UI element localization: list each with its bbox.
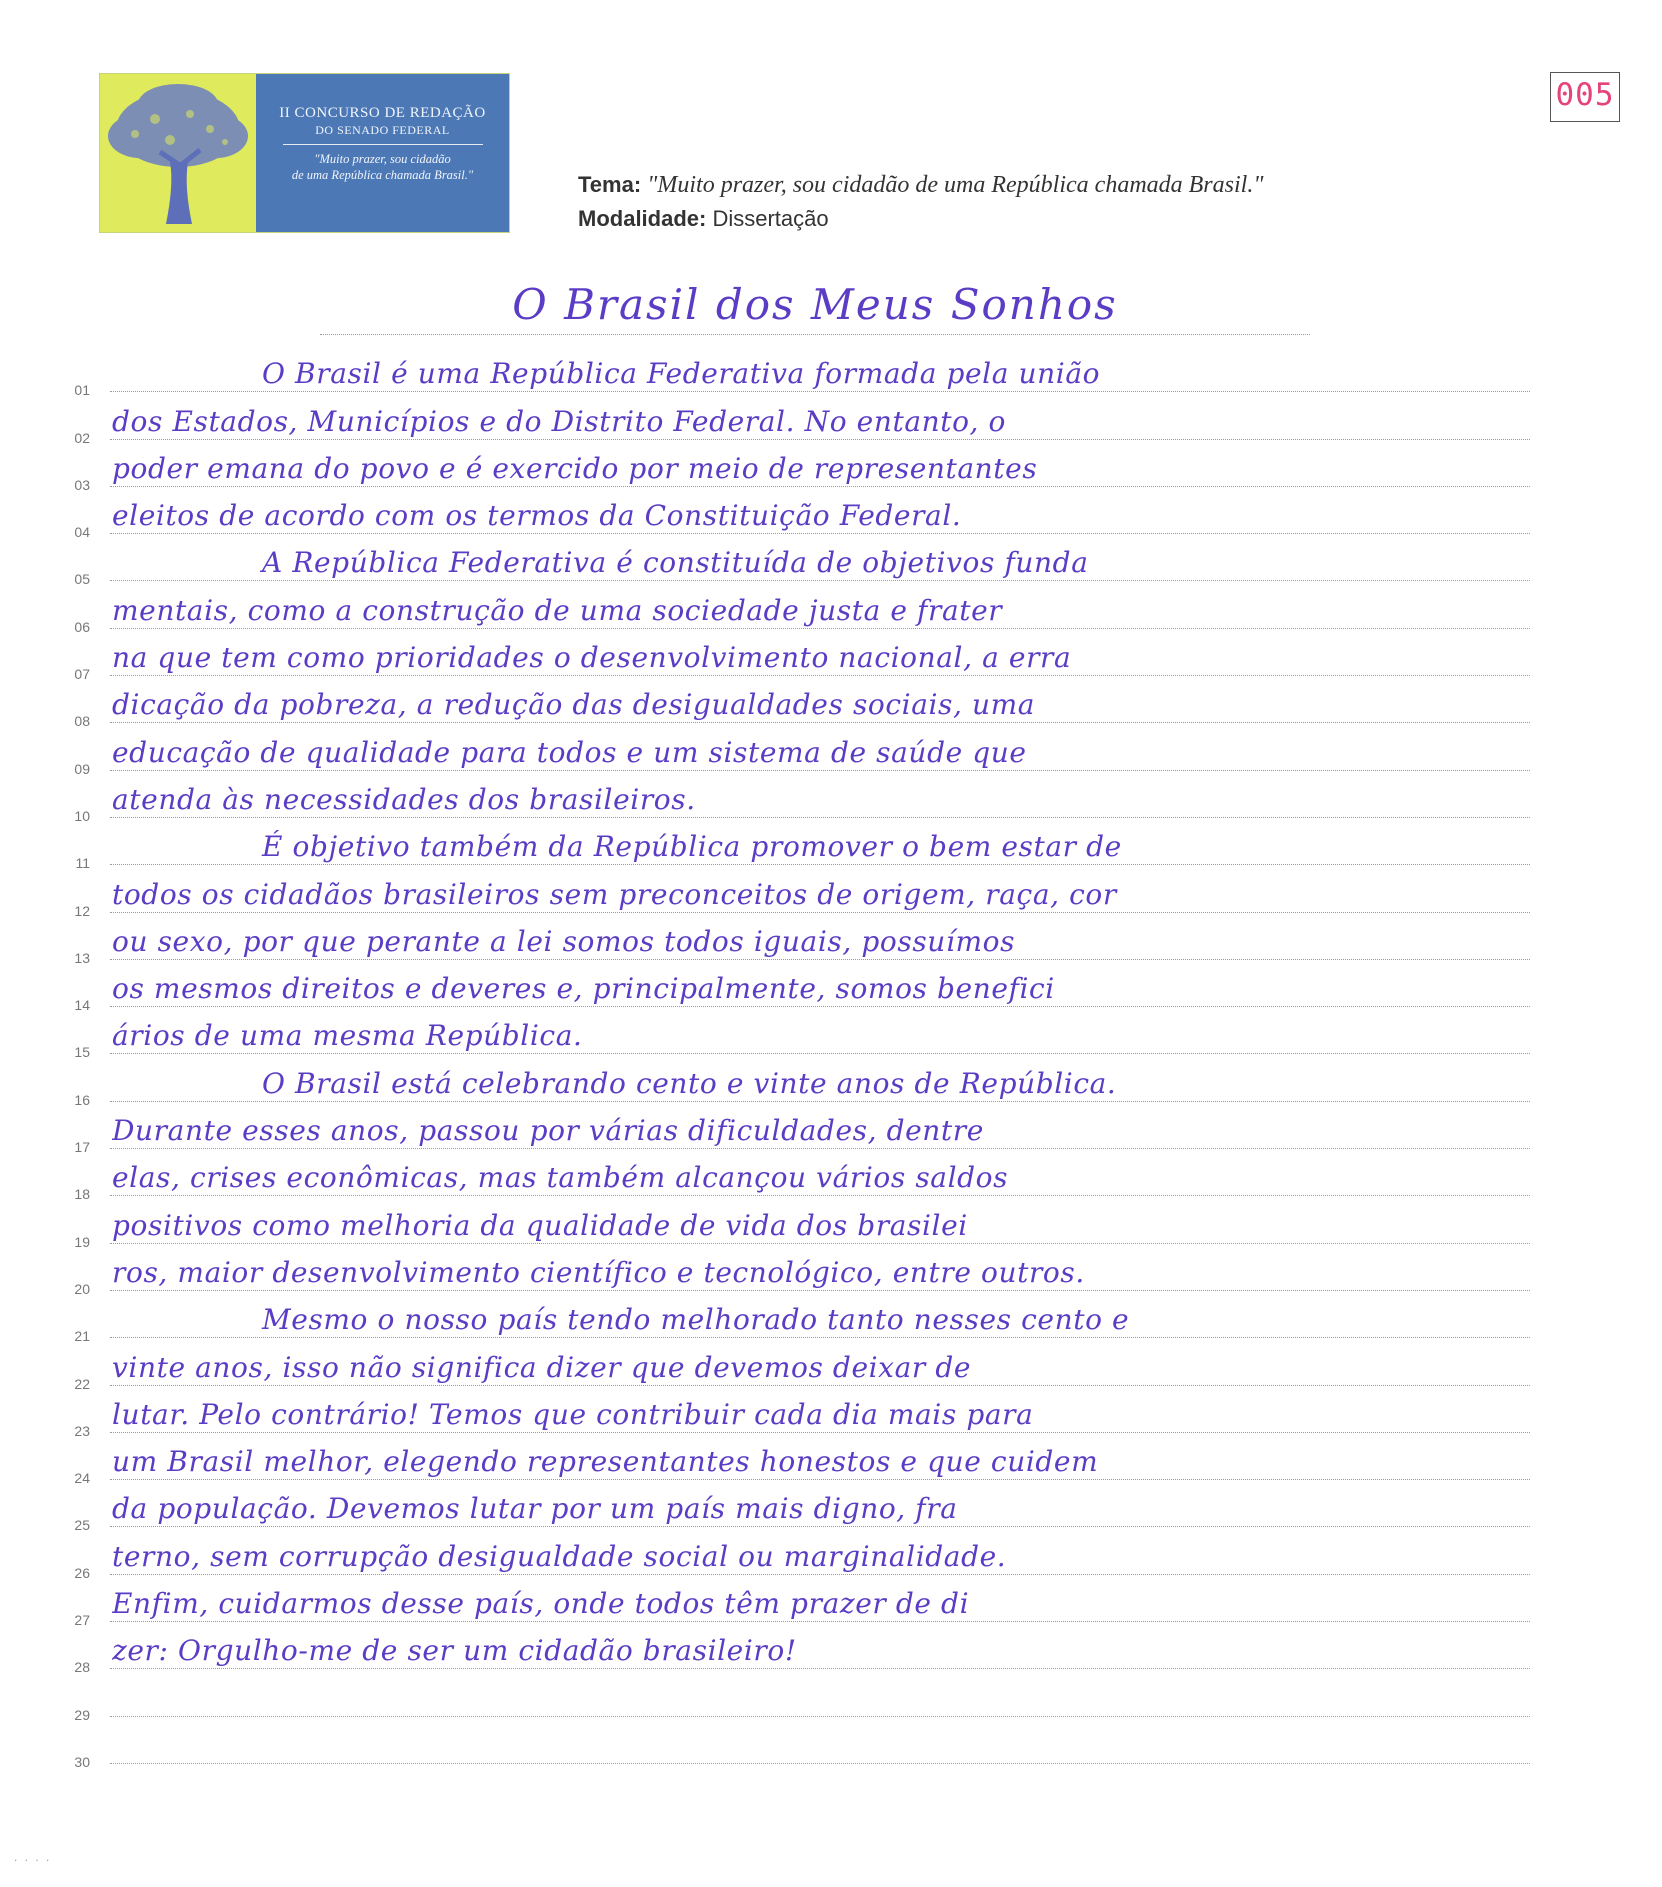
essay-line	[60, 1253, 1530, 1300]
line-number: 09	[74, 760, 90, 777]
essay-line	[60, 354, 1530, 401]
essay-line	[60, 874, 1530, 921]
line-number: 13	[74, 949, 90, 966]
essay-line	[60, 732, 1530, 779]
logo-subtitle: DO SENADO FEDERAL	[315, 123, 450, 137]
modalidade-row	[578, 202, 1263, 236]
handwritten-text: O Brasil está celebrando cento e vinte anos de República.	[262, 1066, 1117, 1100]
scan-marks: . . . .	[14, 1850, 52, 1864]
essay-line	[60, 1158, 1530, 1205]
essay-line	[60, 1347, 1530, 1394]
tema-label: Tema:	[578, 172, 642, 197]
handwritten-text: atenda às necessidades dos brasileiros.	[112, 782, 696, 816]
modalidade-value: Dissertação	[712, 206, 829, 231]
essay-line	[60, 1395, 1530, 1442]
line-number: 25	[74, 1517, 90, 1534]
handwritten-text: positivos como melhoria da qualidade de vida dos brasilei	[112, 1208, 968, 1242]
handwritten-text: terno, sem corrupção desigualdade social ou marginalidade.	[112, 1539, 1007, 1573]
handwritten-text	[112, 1724, 1530, 1768]
line-number: 15	[74, 1044, 90, 1061]
line-number: 10	[74, 807, 90, 824]
handwritten-text: A República Federativa é constituída de objetivos funda	[262, 546, 1089, 580]
logo-quote-line1: "Muito prazer, sou cidadão	[314, 152, 451, 166]
essay-line	[60, 496, 1530, 543]
contest-logo	[100, 74, 509, 232]
essay-line	[60, 685, 1530, 732]
handwritten-text: poder emana do povo e é exercido por meio de representantes	[112, 451, 1038, 485]
line-number: 12	[74, 902, 90, 919]
essay-line	[60, 922, 1530, 969]
handwritten-text: Mesmo o nosso país tendo melhorado tanto nesses cento e	[262, 1303, 1130, 1337]
tema-value: "Muito prazer, sou cidadão de uma República chamada Brasil."	[647, 172, 1264, 198]
line-number: 28	[74, 1659, 90, 1676]
tema-row	[578, 168, 1263, 202]
handwritten-text: vinte anos, isso não significa dizer que devemos deixar de	[112, 1350, 972, 1384]
line-number: 20	[74, 1280, 90, 1297]
line-number: 11	[75, 855, 90, 872]
line-number: 17	[74, 1139, 90, 1156]
essay-line	[60, 1063, 1530, 1110]
essay-line	[60, 827, 1530, 874]
essay-line	[60, 449, 1530, 496]
line-number: 05	[74, 571, 90, 588]
line-number: 27	[74, 1612, 90, 1629]
handwritten-text: dicação da pobreza, a redução das desigualdades sociais, uma	[112, 688, 1036, 722]
essay-line	[60, 590, 1530, 637]
handwritten-text: todos os cidadãos brasileiros sem preconceitos de origem, raça, cor	[112, 877, 1117, 911]
handwritten-text: O Brasil é uma República Federativa formada pela união	[262, 357, 1101, 391]
line-number: 14	[74, 997, 90, 1014]
essay-line	[60, 1205, 1530, 1252]
handwritten-text: elas, crises econômicas, mas também alcançou vários saldos	[112, 1161, 1009, 1195]
handwritten-text: mentais, como a construção de uma sociedade justa e frater	[112, 593, 1003, 627]
handwritten-text: ros, maior desenvolvimento científico e tecnológico, entre outros.	[112, 1255, 1085, 1289]
essay-line	[60, 969, 1530, 1016]
line-number: 23	[74, 1422, 90, 1439]
handwritten-text: eleitos de acordo com os termos da Constituição Federal.	[112, 499, 962, 533]
essay-line	[60, 638, 1530, 685]
logo-title: II CONCURSO DE REDAÇÃO	[279, 105, 486, 121]
line-number: 07	[74, 666, 90, 683]
line-number: 03	[74, 476, 90, 493]
line-number: 16	[74, 1091, 90, 1108]
essay-title: O Brasil dos Meus Sonhos	[320, 278, 1310, 335]
handwritten-text: na que tem como prioridades o desenvolvimento nacional, a erra	[112, 641, 1072, 675]
handwritten-text: um Brasil melhor, elegendo representantes honestos e que cuidem	[112, 1445, 1099, 1479]
essay-line	[60, 1536, 1530, 1583]
handwritten-text: ou sexo, por que perante a lei somos todos iguais, possuímos	[112, 924, 1016, 958]
essay-line	[60, 1300, 1530, 1347]
line-number: 22	[74, 1375, 90, 1392]
line-number: 24	[74, 1470, 90, 1487]
handwritten-text: lutar. Pelo contrário! Temos que contribuir cada dia mais para	[112, 1397, 1034, 1431]
line-number: 26	[74, 1564, 90, 1581]
essay-line	[60, 1631, 1530, 1678]
line-number: 18	[74, 1186, 90, 1203]
handwritten-text: os mesmos direitos e deveres e, principalmente, somos benefici	[112, 972, 1055, 1006]
essay-line	[60, 543, 1530, 590]
essay-line	[60, 1489, 1530, 1536]
essay-meta	[578, 168, 1263, 236]
line-number: 21	[74, 1328, 90, 1345]
line-number: 29	[74, 1706, 90, 1723]
handwritten-text: da população. Devemos lutar por um país mais digno, fra	[112, 1492, 958, 1526]
essay-line	[60, 1584, 1530, 1631]
handwritten-text: É objetivo também da República promover o bem estar de	[262, 830, 1122, 864]
essay-lines	[60, 354, 1530, 1773]
logo-divider	[283, 144, 483, 145]
essay-line	[60, 1678, 1530, 1725]
essay-line	[60, 1442, 1530, 1489]
line-number: 08	[74, 713, 90, 730]
handwritten-text: Enfim, cuidarmos desse país, onde todos têm prazer de di	[112, 1587, 970, 1621]
logo-quote-line2: de uma República chamada Brasil."	[291, 168, 474, 182]
essay-line	[60, 1726, 1530, 1773]
line-number: 06	[74, 618, 90, 635]
handwritten-text	[112, 1677, 1530, 1721]
handwritten-text: Durante esses anos, passou por várias dificuldades, dentre	[112, 1114, 984, 1148]
essay-line	[60, 401, 1530, 448]
handwritten-text: zer: Orgulho-me de ser um cidadão brasileiro!	[112, 1634, 797, 1668]
modalidade-label: Modalidade:	[578, 206, 707, 231]
handwritten-text: ários de uma mesma República.	[112, 1019, 583, 1053]
line-number: 02	[74, 429, 90, 446]
tree-icon	[100, 74, 256, 232]
essay-line	[60, 1111, 1530, 1158]
page-number-stamp: 005	[1550, 72, 1620, 122]
handwritten-text: educação de qualidade para todos e um sistema de saúde que	[112, 735, 1027, 769]
line-number: 19	[74, 1233, 90, 1250]
line-number: 04	[74, 524, 90, 541]
logo-text	[256, 74, 509, 232]
line-number: 01	[74, 382, 90, 399]
essay-line	[60, 1016, 1530, 1063]
line-number: 30	[74, 1753, 90, 1770]
handwritten-text: dos Estados, Municípios e do Distrito Federal. No entanto, o	[112, 404, 1007, 438]
essay-line	[60, 780, 1530, 827]
